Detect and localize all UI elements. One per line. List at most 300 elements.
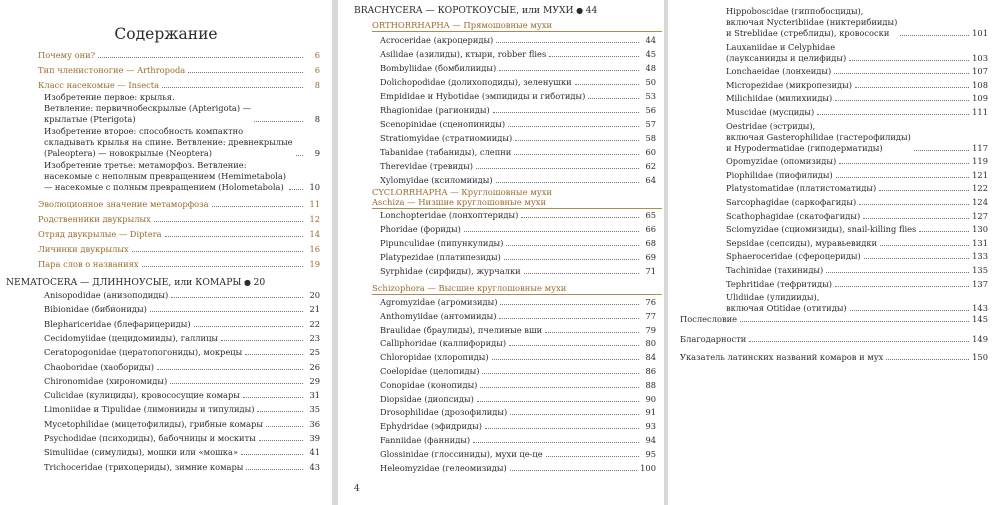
toc-entry[interactable] [380,325,656,336]
toc-entry-line: Ветвление: первичнобескрылые (Apterigota) — [44,103,252,113]
section-heading[interactable] [354,5,597,16]
toc-page-number: 133 [972,251,988,262]
section-title: BRACHYCERA — КОРОТКОУСЫЕ, или МУХИ [354,5,574,16]
toc-page-number: 68 [645,238,656,248]
toc-entry[interactable] [44,419,320,430]
toc-page-number: 43 [309,461,320,472]
toc-entry-title: Pipunculidae (пипункулиды) [380,238,504,248]
toc-page-number: 117 [972,142,988,153]
toc-entry[interactable] [44,447,320,458]
toc-entry[interactable] [44,376,320,387]
toc-entry-title: Stratiomyidae (стратиомииды) [380,133,513,143]
dot-leader [839,163,969,164]
toc-entry-title: Conopidae (конопиды) [380,379,478,390]
toc-page-number: 8 [314,80,320,90]
page-title: Содержание [114,25,218,43]
dot-leader [496,182,639,183]
toc-entry-title: Anthomyiidae (антомииды) [380,310,497,321]
dot-leader [170,383,303,384]
toc-entry[interactable] [380,435,656,446]
toc-entry[interactable] [44,333,320,344]
toc-entry[interactable] [380,297,656,308]
toc-page-number: 124 [972,197,988,207]
toc-page-number: 77 [645,310,656,321]
dot-leader [464,231,639,232]
toc-entry-title: Благодарности [680,334,747,344]
toc-entry-title: Dolichopodidae (долихоподиды), зеленушки [380,77,572,87]
toc-entry-title: Эволюционное значение метаморфоза [38,199,209,209]
toc-entry-line: Piophilidae (пиофилиды) [726,169,833,180]
toc-entry[interactable] [44,390,320,401]
toc-entry[interactable] [380,91,656,102]
toc-entry-title: Calliphoridae (каллифориды) [380,338,507,349]
toc-entry[interactable] [44,92,320,125]
toc-entry[interactable] [680,314,988,325]
toc-page-number: 58 [645,133,656,143]
dot-leader [849,60,969,61]
dot-leader [546,456,639,457]
toc-entry-title: Rhagionidae (рагиониды) [380,105,490,115]
toc-entry[interactable] [380,463,656,474]
dot-leader [880,245,969,246]
toc-entry-line: Sepsidae (сепсиды), муравьевидки [726,237,878,248]
toc-entry[interactable] [44,347,320,358]
toc-page-number: 119 [972,156,988,167]
toc-entry-title: Coelopidae (целопиды) [380,366,480,376]
toc-entry-title: Указатель латинских названий комаров и мух [680,352,884,362]
toc-page-number: 86 [645,366,656,376]
toc-entry[interactable] [44,462,320,473]
toc-entry[interactable] [380,35,656,46]
toc-entry-line: включая Nycteribiidae (никтерибииды) [726,17,898,27]
bullet-separator: ● [241,278,254,287]
dot-leader [500,304,639,305]
toc-page-number: 26 [309,361,320,372]
toc-entry-title: Тип членистоногие — Arthropoda [38,65,186,75]
toc-page-number: 16 [309,244,320,254]
dot-leader [482,373,639,374]
toc-entry-title: Bombyliidae (бомбилииды) [380,63,497,73]
toc-entry[interactable] [38,65,320,76]
toc-entry-title: Diopsidae (диопсиды) [380,393,474,404]
toc-page-number: 39 [309,433,320,443]
toc-entry-title [726,6,897,39]
toc-page-number: 107 [972,66,988,77]
toc-entry-title: Mycetophilidae (мицетофилиды), грибные комары [44,418,263,429]
toc-entry-line: Micropezidae (микропезиды) [726,79,852,90]
subsection-underline [372,208,662,209]
dot-leader [493,112,639,113]
toc-page-number: 6 [314,65,320,75]
toc-entry-line: Opomyzidae (опомизиды) [726,156,837,167]
toc-entry-title: Platypezidae (платипезиды) [380,252,501,262]
toc-page-number: 50 [645,77,656,87]
dot-leader [508,126,639,127]
toc-entry[interactable] [38,244,320,255]
dot-leader [476,168,639,169]
toc-page-number: 108 [972,79,988,90]
toc-entry-line: и Hypodermatidae (гиподерматиды) [726,142,883,153]
toc-entry[interactable] [38,199,320,210]
toc-entry-title: Psychodidae (психодиды), бабочницы и москиты [44,433,256,443]
toc-page-number: 79 [645,324,656,335]
dot-leader [506,245,639,246]
toc-entry[interactable] [380,161,656,172]
toc-entry[interactable] [380,119,656,130]
toc-entry[interactable] [726,107,988,118]
toc-entry[interactable] [726,251,988,262]
toc-page-number: 22 [309,318,320,329]
toc-entry-title [726,66,831,77]
toc-page-number: 12 [309,214,320,224]
dot-leader [480,387,639,388]
dot-leader [886,359,969,360]
toc-entry-title: Scenopinidae (сценопиниды) [380,119,506,129]
dot-leader [749,341,969,342]
toc-entry[interactable] [380,421,656,432]
dot-leader [98,57,303,58]
toc-page-number: 36 [309,418,320,429]
toc-entry[interactable] [380,311,656,322]
toc-entry[interactable] [380,105,656,116]
section-page-number: 20 [253,277,266,288]
dot-leader [817,114,969,115]
toc-entry[interactable] [380,252,656,263]
toc-page-number: 19 [309,259,320,269]
page-number: 4 [354,484,360,494]
toc-entry[interactable] [380,380,656,391]
dot-leader [157,369,303,370]
toc-entry[interactable] [380,210,656,221]
toc-page-number: 131 [972,237,988,248]
toc-entry[interactable] [726,66,988,77]
toc-entry[interactable] [44,362,320,373]
toc-page-number: 41 [309,447,320,458]
toc-entry[interactable] [726,170,988,181]
toc-entry[interactable] [726,197,988,208]
toc-entry-title [726,93,832,104]
toc-entry-title: Класс насекомые — Insecta [38,80,160,90]
dot-leader [510,470,637,471]
toc-page-number: 56 [645,105,656,115]
toc-entry-title: Culicidae (кулициды), кровососущие комары [44,390,240,401]
dot-leader [171,297,303,298]
dot-leader [545,332,639,333]
toc-page-number: 121 [972,169,988,180]
toc-page-number: 45 [645,49,656,59]
toc-entry-line: Sarcophagidae (саркофагиды) [726,197,857,207]
toc-entry-title: Ephydridae (эфидриды) [380,421,482,432]
toc-entry-line: крылатые (Pterigota) [44,114,136,124]
toc-entry[interactable] [380,133,656,144]
dot-leader [850,310,969,311]
dot-leader [521,217,639,218]
toc-page-number: 127 [972,210,988,221]
toc-page-number: 84 [645,352,656,363]
toc-entry[interactable] [38,229,320,240]
toc-entry-title: Blephariceridae (блефарицериды) [44,318,191,329]
toc-page-number: 111 [972,107,988,117]
toc-entry[interactable] [44,160,320,193]
toc-entry[interactable] [380,147,656,158]
toc-entry-title: Phoridae (фориды) [380,224,461,234]
toc-entry[interactable] [726,211,988,222]
toc-entry-title: Fanniidae (фанниды) [380,435,471,445]
toc-entry-title [44,160,286,193]
dot-leader [900,35,969,36]
dot-leader [212,206,303,207]
toc-entry[interactable] [44,290,320,301]
toc-entry[interactable] [380,407,656,418]
toc-entry[interactable] [726,292,988,314]
dot-leader [254,121,303,122]
dot-leader [835,286,969,287]
toc-page-number: 23 [309,332,320,343]
toc-entry-line: Oestridae (эстриды), [726,120,816,131]
toc-entry[interactable] [380,224,656,235]
dot-leader [477,401,639,402]
subsection-heading[interactable]: Schizophora — Высшие круглошовные мухи [372,283,567,293]
toc-entry-title [726,121,911,154]
dot-leader [575,84,639,85]
toc-entry-title: Simuliidae (симулиды), мошки или «мошка» [44,447,239,458]
toc-page-number: 149 [972,334,988,344]
toc-page-number: 31 [309,390,320,401]
toc-page-number: 14 [309,229,320,239]
toc-entry-title: Почему они? [38,50,96,60]
toc-entry[interactable] [38,50,320,61]
toc-page-number: 66 [645,224,656,234]
toc-page-number: 150 [972,352,988,362]
toc-page-number: 71 [645,266,656,276]
dot-leader [515,140,639,141]
page-middle [338,0,664,505]
toc-entry[interactable] [380,77,656,88]
toc-entry[interactable] [726,224,988,235]
toc-entry-title [726,183,876,194]
toc-page-number: 6 [314,50,320,60]
toc-entry-title [726,170,833,181]
dot-leader [549,56,639,57]
dot-leader [588,98,639,99]
toc-entry-title [726,42,846,64]
toc-entry[interactable] [726,6,988,39]
toc-entry-title [726,197,856,208]
toc-page-number: 91 [645,407,656,418]
toc-page-number: 94 [645,435,656,445]
dot-leader [162,87,303,88]
toc-entry-line: Lauxaniidae и Celyphidae [726,41,836,52]
toc-page-number: 88 [645,379,656,390]
toc-page-number: 57 [645,119,656,129]
toc-entry[interactable] [380,49,656,60]
toc-entry[interactable] [680,334,988,345]
toc-entry[interactable] [726,238,988,249]
toc-page-number: 76 [645,297,656,307]
toc-page-number: 35 [309,404,320,415]
toc-entry[interactable] [380,449,656,460]
page-left [0,0,332,505]
toc-page-number: 101 [972,28,988,38]
section-title: NEMATOCERA — ДЛИННОУСЫЕ, или КОМАРЫ [6,277,242,288]
toc-entry[interactable] [38,80,320,91]
toc-entry-title [726,279,832,290]
toc-entry-title: Therevidae (тревиды) [380,161,474,171]
toc-entry[interactable] [380,63,656,74]
toc-entry[interactable] [726,93,988,104]
toc-entry-title [726,211,860,222]
toc-entry-title: Trichoceridae (трихоцериды), зимние комары [44,461,244,472]
toc-entry-title: Chaoboridae (хаобориды) [44,361,155,372]
toc-entry-line: Sphaeroceridae (сфероцериды) [726,251,861,262]
toc-entry[interactable] [380,352,656,363]
dot-leader [241,454,303,455]
dot-leader [142,266,303,267]
toc-entry-title: Acroceridae (акроцериды) [380,35,494,45]
dot-leader [914,150,969,151]
toc-entry-line: Platystomatidae (платистоматиды) [726,183,877,194]
dot-leader [150,311,303,312]
dot-leader [492,359,639,360]
toc-page-number: 9 [314,148,320,158]
dot-leader [496,42,639,43]
toc-entry-title: Syrphidae (сирфиды), журчалки [380,266,521,276]
toc-page-number: 8 [314,114,320,124]
dot-leader [289,189,303,190]
toc-entry-title: Chloropidae (хлоропиды) [380,352,489,363]
toc-page-number: 29 [309,375,320,386]
subsection-underline [372,294,662,295]
dot-leader [826,272,969,273]
toc-entry[interactable] [380,238,656,249]
toc-page-number: 90 [645,393,656,404]
toc-entry-title [726,251,861,262]
toc-entry-line: Ulidiidae (улидииды), [726,292,820,303]
toc-entry[interactable] [38,259,320,270]
toc-entry[interactable] [380,175,656,186]
toc-entry-line: (лауксанииды и целифиды) [726,52,847,63]
dot-leader [879,190,969,191]
subsection-heading[interactable]: ORTHORRHAPHA — Прямошовные мухи [372,20,553,30]
toc-entry[interactable] [726,42,988,64]
toc-page-number: 20 [309,290,320,300]
dot-leader [510,414,639,415]
toc-entry[interactable] [380,266,656,277]
dot-leader [855,87,969,88]
toc-entry[interactable] [380,338,656,349]
section-heading[interactable] [6,277,265,288]
toc-entry[interactable] [726,265,988,276]
subsection-underline [372,31,662,32]
toc-entry-title [726,156,836,167]
toc-entry[interactable] [726,183,988,194]
toc-entry-line: Lonchaeidae (лонхеиды) [726,66,832,77]
dot-leader [499,70,639,71]
toc-page-number: 11 [309,199,320,209]
dot-leader [245,354,303,355]
toc-entry[interactable] [380,394,656,405]
toc-entry-line: складывать крылья на спине. Ветвление: древнекрылые [44,137,293,147]
toc-entry-title [726,224,916,235]
toc-entry-title: Личинки двукрылых [38,244,129,254]
toc-entry-title: Glossinidae (глоссиниды), мухи це-це [380,448,543,459]
toc-entry-line: и Streblidae (стреблиды), кровососки [726,28,890,38]
toc-entry-line: — насекомые с полным превращением (Holometabola) [44,182,284,192]
dot-leader [221,340,303,341]
toc-entry[interactable] [44,433,320,444]
section-page-number: 44 [585,5,598,16]
toc-page-number: 53 [645,91,656,101]
toc-page-number: 135 [972,265,988,275]
toc-entry[interactable] [680,352,988,363]
toc-entry-title [726,265,823,276]
toc-entry-title: Braulidae (браулиды), пчелиные вши [380,324,543,335]
toc-entry[interactable] [44,304,320,315]
subsection-heading[interactable]: Aschiza — Низшие круглошовные мухи [372,197,547,207]
subsection-heading[interactable]: CYCLORRHAPHA — Круглошовные мухи [372,187,552,197]
toc-entry[interactable] [38,214,320,225]
toc-entry[interactable] [44,319,320,330]
toc-entry-title: Agromyzidae (агромизиды) [380,297,498,307]
toc-entry[interactable] [380,366,656,377]
toc-entry-title: Ceratopogonidae (цератопогониды), мокрецы [44,347,243,358]
toc-entry[interactable] [44,126,320,159]
toc-page-number: 62 [645,161,656,171]
toc-entry-line: Tephritidae (тефритиды) [726,278,833,289]
toc-page-number: 103 [972,52,988,63]
page-right [668,0,1000,505]
toc-page-number: 137 [972,278,988,289]
dot-leader [132,251,303,252]
dot-leader [835,100,969,101]
dot-leader [194,326,303,327]
toc-entry[interactable] [726,279,988,290]
dot-leader [257,411,303,412]
dot-leader [246,469,303,470]
dot-leader [154,221,303,222]
dot-leader [740,321,969,322]
dot-leader [499,318,639,319]
dot-leader [836,177,969,178]
toc-entry-line: Изобретение первое: крылья. [44,92,175,102]
dot-leader [243,397,303,398]
toc-entry-title: Xylomyidae (ксиломииды) [380,175,493,185]
toc-entry-title: Bibionidae (бибиониды) [44,304,147,315]
toc-page-number: 130 [972,224,988,235]
toc-entry-title [726,238,877,249]
toc-entry-title: Limoniidae и Tipulidae (лимонииды и типулиды) [44,404,255,415]
toc-entry-title: Drosophilidae (дрозофилиды) [380,407,508,418]
dot-leader [165,236,303,237]
dot-leader [864,258,969,259]
toc-entry-title: Lonchopteridae (лонхоптериды) [380,210,519,220]
toc-page-number: 122 [972,183,988,194]
toc-page-number: 65 [645,210,656,220]
dot-leader [919,231,969,232]
toc-entry[interactable] [726,121,988,154]
toc-entry[interactable] [44,404,320,415]
toc-page-number: 69 [645,252,656,262]
toc-entry[interactable] [726,156,988,167]
toc-page-number: 64 [645,175,656,185]
toc-entry-title [726,80,852,91]
toc-entry[interactable] [726,80,988,91]
dot-leader [863,218,969,219]
toc-entry-line: Tachinidae (тахиниды) [726,265,824,275]
toc-page-number: 95 [645,448,656,459]
toc-entry-title: Tabanidae (табаниды), слепни [380,147,512,157]
toc-entry-title: Empididae и Hybotidae (эмпидиды и гиботиды) [380,91,586,101]
